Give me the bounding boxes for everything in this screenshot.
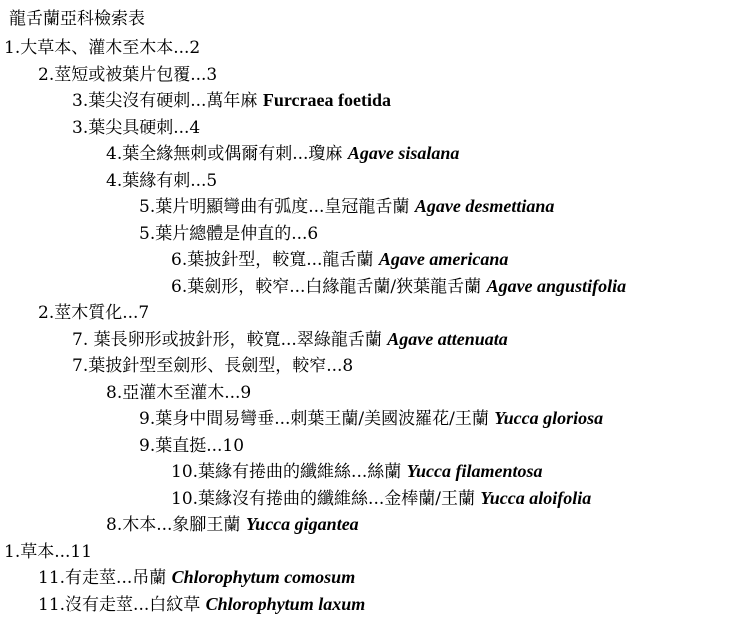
key-entry-text: 8.木本...象腳王蘭 (106, 515, 246, 535)
scientific-name: Chlorophytum comosum (171, 567, 356, 587)
key-entry (38, 299, 149, 325)
key-entry-text: 1.大草本、灌木至木本...2 (4, 38, 201, 58)
key-entry (106, 167, 217, 193)
key-entry-text: 3.葉尖具硬刺...4 (72, 118, 201, 138)
key-entry-text: 1.草本...11 (4, 542, 93, 562)
scientific-name: Yucca aloifolia (480, 488, 592, 508)
scientific-name: Agave angustifolia (486, 276, 627, 296)
key-entry (38, 564, 355, 590)
key-entry (139, 193, 554, 219)
key-entry-text: 11.沒有走莖...白紋草 (38, 595, 206, 615)
key-entry-text: 6.葉劍形，較窄...白緣龍舌蘭/狹葉龍舌蘭 (171, 277, 487, 297)
scientific-name: Agave attenuata (387, 329, 508, 349)
key-entry-text: 2.莖木質化...7 (38, 303, 150, 323)
scientific-name: Agave desmettiana (414, 196, 555, 216)
key-entry-text: 8.亞灌木至灌木...9 (106, 383, 252, 403)
key-entry-text: 5.葉片明顯彎曲有弧度...皇冠龍舌蘭 (139, 197, 415, 217)
key-entry (4, 34, 200, 60)
scientific-name: Agave sisalana (347, 143, 460, 163)
key-entry-text: 6.葉披針型，較寬...龍舌蘭 (171, 250, 379, 270)
scientific-name: Yucca gigantea (245, 514, 359, 534)
scientific-name: Chlorophytum laxum (205, 594, 366, 614)
key-title: 龍舌蘭亞科檢索表 (9, 9, 145, 29)
key-entry-text: 3.葉尖沒有硬刺...萬年麻 (72, 91, 263, 111)
key-entry (139, 432, 244, 458)
key-entry-text: 11.有走莖...吊蘭 (38, 568, 172, 588)
key-entry (72, 352, 353, 378)
key-entry-text: 4.葉緣有刺...5 (106, 171, 218, 191)
key-entry (171, 485, 591, 511)
key-entry-text: 4.葉全緣無刺或偶爾有刺...瓊麻 (106, 144, 348, 164)
key-entry (139, 220, 318, 246)
key-entry-text: 2.莖短或被葉片包覆...3 (38, 65, 218, 85)
key-entry-text: 10.葉緣沒有捲曲的纖維絲...金棒蘭/王蘭 (171, 489, 481, 509)
key-entry-text: 5.葉片總體是伸直的...6 (139, 224, 319, 244)
key-entry (72, 114, 200, 140)
key-entry-text: 9.葉身中間易彎垂...刺葉王蘭/美國波羅花/王蘭 (139, 409, 495, 429)
key-entry-text: 10.葉緣有捲曲的纖維絲...絲蘭 (171, 462, 407, 482)
key-entry (106, 511, 359, 537)
scientific-name: Yucca filamentosa (406, 461, 543, 481)
key-entry (72, 87, 391, 113)
scientific-name: Furcraea foetida (262, 90, 391, 110)
key-entry (4, 538, 92, 564)
key-entry (171, 273, 626, 299)
key-entry (139, 405, 603, 431)
key-entry (38, 591, 365, 617)
key-entry (38, 61, 217, 87)
scientific-name: Agave americana (378, 249, 509, 269)
key-entry (171, 458, 543, 484)
key-entry-text: 9.葉直挺...10 (139, 436, 245, 456)
key-entry (106, 140, 459, 166)
key-entry (72, 326, 508, 352)
key-entry (106, 379, 251, 405)
key-entry-text: 7. 葉長卵形或披針形，較寬...翠綠龍舌蘭 (72, 330, 388, 350)
scientific-name: Yucca gloriosa (494, 408, 604, 428)
key-entry (171, 246, 508, 272)
key-entry-text: 7.葉披針型至劍形、長劍型，較窄...8 (72, 356, 354, 376)
